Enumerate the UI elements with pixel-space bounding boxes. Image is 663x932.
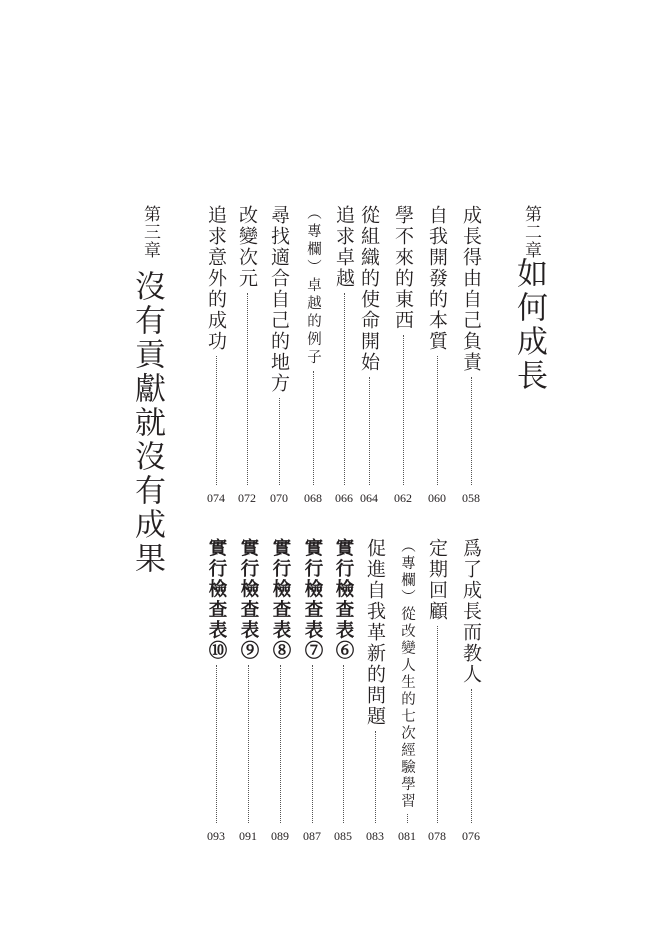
toc-entry-title: 自我開發的本質 bbox=[426, 205, 448, 352]
leader-dots bbox=[344, 293, 345, 485]
toc-page-number: 062 bbox=[394, 491, 412, 505]
leader-dots bbox=[216, 356, 217, 485]
toc-entry[interactable] bbox=[205, 205, 227, 505]
toc-entry[interactable] bbox=[268, 205, 290, 505]
toc-page-number: 083 bbox=[366, 829, 384, 843]
chapter-3-title: 沒有貢獻就沒有成果 bbox=[129, 270, 165, 576]
toc-entry[interactable] bbox=[364, 538, 386, 843]
leader-dots bbox=[403, 335, 404, 485]
toc-entry-title: 爲了成長而教人 bbox=[460, 538, 482, 685]
chapter-2-label: 第二章 bbox=[521, 205, 541, 259]
chapter-2-title: 如何成長 bbox=[511, 257, 547, 393]
toc-entry-title: （專欄）從改變人生的七次經驗學習 bbox=[399, 538, 415, 810]
leader-dots bbox=[216, 665, 217, 823]
toc-page-number: 074 bbox=[207, 491, 225, 505]
toc-entry[interactable] bbox=[236, 205, 258, 505]
toc-entry-title: 實行檢查表⑦ bbox=[302, 538, 323, 661]
toc-entry-title: 學不來的東西 bbox=[392, 205, 414, 331]
toc-entry-title: 成長得由自己負責 bbox=[460, 205, 482, 373]
toc-entry-title: （專欄）卓越的例子 bbox=[305, 205, 321, 367]
toc-entry[interactable] bbox=[396, 538, 418, 843]
toc-entry[interactable] bbox=[426, 538, 448, 843]
chapter-3-label: 第三章 bbox=[140, 205, 160, 259]
toc-entry-title: 實行檢查表⑩ bbox=[206, 538, 227, 661]
toc-entry[interactable] bbox=[332, 538, 354, 843]
toc-page-number: 089 bbox=[271, 829, 289, 843]
toc-entry[interactable] bbox=[460, 538, 482, 843]
toc-entry[interactable] bbox=[358, 205, 380, 505]
toc-page-number: 091 bbox=[239, 829, 257, 843]
toc-entry-title: 實行檢查表⑥ bbox=[333, 538, 354, 661]
toc-entry-title: 改變次元 bbox=[236, 205, 258, 289]
toc-page-number: 076 bbox=[462, 829, 480, 843]
toc-entry[interactable] bbox=[392, 205, 414, 505]
toc-entry-title: 定期回顧 bbox=[426, 538, 448, 622]
toc-page-number: 064 bbox=[360, 491, 378, 505]
toc-entry-title: 實行檢查表⑨ bbox=[238, 538, 259, 661]
toc-entry-title: 追求卓越 bbox=[333, 205, 355, 289]
leader-dots bbox=[437, 626, 438, 823]
toc-entry-title: 從組織的使命開始 bbox=[358, 205, 380, 373]
leader-dots bbox=[471, 377, 472, 485]
leader-dots bbox=[343, 665, 344, 823]
toc-entry[interactable] bbox=[269, 538, 291, 843]
toc-page-number: 072 bbox=[238, 491, 256, 505]
toc-entry-title: 實行檢查表⑧ bbox=[270, 538, 291, 661]
toc-entry[interactable] bbox=[237, 538, 259, 843]
leader-dots bbox=[407, 814, 408, 823]
leader-dots bbox=[369, 377, 370, 485]
toc-entry[interactable] bbox=[301, 538, 323, 843]
leader-dots bbox=[471, 689, 472, 823]
leader-dots bbox=[312, 665, 313, 823]
toc-page-number: 068 bbox=[304, 491, 322, 505]
toc-page-number: 078 bbox=[428, 829, 446, 843]
toc-page-number: 060 bbox=[428, 491, 446, 505]
leader-dots bbox=[313, 371, 314, 485]
toc-page-number: 081 bbox=[398, 829, 416, 843]
toc-entry-title: 尋找適合自己的地方 bbox=[268, 205, 290, 394]
toc-page-number: 058 bbox=[462, 491, 480, 505]
toc-entry[interactable] bbox=[205, 538, 227, 843]
toc-page-number: 093 bbox=[207, 829, 225, 843]
toc-entry-title: 追求意外的成功 bbox=[205, 205, 227, 352]
leader-dots bbox=[247, 293, 248, 485]
leader-dots bbox=[279, 398, 280, 485]
toc-page-number: 087 bbox=[303, 829, 321, 843]
toc-page-number: 070 bbox=[270, 491, 288, 505]
leader-dots bbox=[375, 731, 376, 823]
toc-entry[interactable] bbox=[302, 205, 324, 505]
leader-dots bbox=[280, 665, 281, 823]
toc-page-number: 085 bbox=[334, 829, 352, 843]
toc-page-number: 066 bbox=[335, 491, 353, 505]
toc-entry-title: 促進自我革新的問題 bbox=[364, 538, 386, 727]
toc-entry[interactable] bbox=[426, 205, 448, 505]
toc-entry[interactable] bbox=[460, 205, 482, 505]
leader-dots bbox=[437, 356, 438, 485]
toc-entry[interactable] bbox=[333, 205, 355, 505]
leader-dots bbox=[248, 665, 249, 823]
